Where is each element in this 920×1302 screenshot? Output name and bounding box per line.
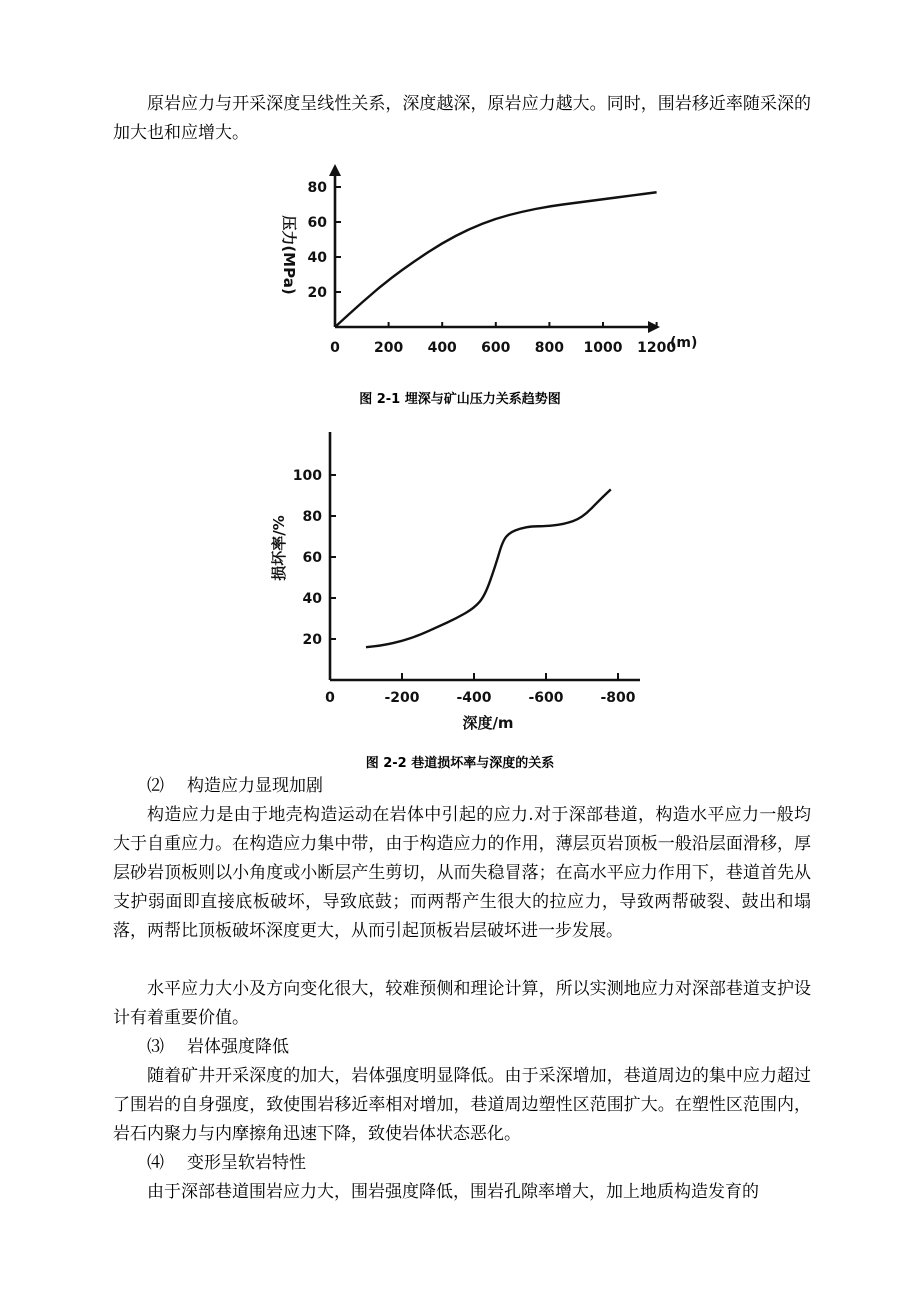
y-tick-label: 60: [307, 215, 327, 231]
section-number: ⑵: [147, 776, 164, 796]
section-heading-2: [147, 772, 323, 801]
x-axis-arrow: [648, 321, 660, 333]
paragraph-1: 原岩应力与开采深度呈线性关系，深度越深，原岩应力越大。同时，围岩移近率随采深的加大也和应增大。: [113, 94, 811, 143]
section-title: 岩体强度降低: [187, 1037, 289, 1057]
y-tick-label: 80: [307, 180, 327, 196]
y-tick-label: 80: [302, 509, 322, 525]
x-tick-label: 0: [325, 690, 335, 706]
y-axis-title: 损坏率/%: [270, 515, 288, 581]
paragraph-2: 构造应力是由于地壳构造运动在岩体中引起的应力.对于深部巷道，构造水平应力一般均大于自重应力。在构造应力集中带，由于构造应力的作用，薄层页岩顶板一般沿层面滑移，厚层砂岩顶板则以小角度或小断层产生剪切，从而失稳冒落；在高水平应力作用下，巷道首先从支护弱面即直接底板破坏，导致底鼓；而两帮产生很大的拉应力，导致两帮破裂、鼓出和塌落，两帮比顶板破坏深度更大，从而引起顶板岩层破坏进一步发展。: [113, 805, 811, 941]
y-axis-title: 压力(MPa): [280, 215, 298, 295]
paragraph-5: 由于深部巷道围岩应力大，围岩强度降低，围岩孔隙率增大，加上地质构造发育的: [147, 1182, 759, 1202]
section-heading-4: [147, 1149, 306, 1178]
y-tick-label: 40: [307, 250, 327, 266]
x-tick-label: 400: [427, 340, 457, 356]
y-tick-label: 20: [307, 285, 327, 301]
section-number: ⑶: [147, 1037, 164, 1057]
figure-1-chart: [260, 160, 700, 370]
section-number: ⑷: [147, 1153, 164, 1173]
figure-2-caption: 图 2-2 巷道损坏率与深度的关系: [365, 756, 555, 771]
x-tick-label: 0: [330, 340, 340, 356]
x-tick-label: -200: [384, 690, 420, 706]
pressure-curve: [335, 192, 657, 327]
x-tick-label: 600: [481, 340, 511, 356]
y-tick-label: 20: [302, 632, 322, 648]
y-tick-label: 100: [292, 468, 322, 484]
section-heading-3: [147, 1033, 289, 1062]
x-axis-unit: (m): [670, 335, 698, 351]
x-tick-label: 800: [534, 340, 565, 356]
paragraph-4: 随着矿井开采深度的加大，岩体强度明显降低。由于采深增加，巷道周边的集中应力超过了围岩的自身强度，致使围岩移近率相对增加，巷道周边塑性区范围扩大。在塑性区范围内，岩石内聚力与内摩擦角迅速下降，致使岩体状态恶化。: [113, 1066, 811, 1144]
y-tick-label: 60: [302, 550, 322, 566]
x-tick-label: 1200: [637, 340, 677, 356]
figure-2-chart: [270, 428, 660, 740]
x-tick-label: 200: [373, 340, 404, 356]
x-axis-title: 深度/m: [462, 714, 514, 732]
y-tick-label: 40: [302, 591, 322, 607]
x-tick-label: 1000: [583, 340, 623, 356]
x-tick-label: -600: [528, 690, 564, 706]
y-axis-arrow: [329, 164, 341, 176]
paragraph-3: 水平应力大小及方向变化很大，较难预侧和理论计算，所以实测地应力对深部巷道支护设计有着重要价值。: [113, 979, 811, 1028]
section-title: 构造应力显现加剧: [187, 776, 323, 796]
x-tick-label: -400: [456, 690, 492, 706]
figure-1-caption: 图 2-1 埋深与矿山压力关系趋势图: [359, 392, 561, 407]
x-tick-label: -800: [600, 690, 636, 706]
damage-rate-curve: [366, 489, 611, 647]
section-title: 变形呈软岩特性: [187, 1153, 306, 1173]
